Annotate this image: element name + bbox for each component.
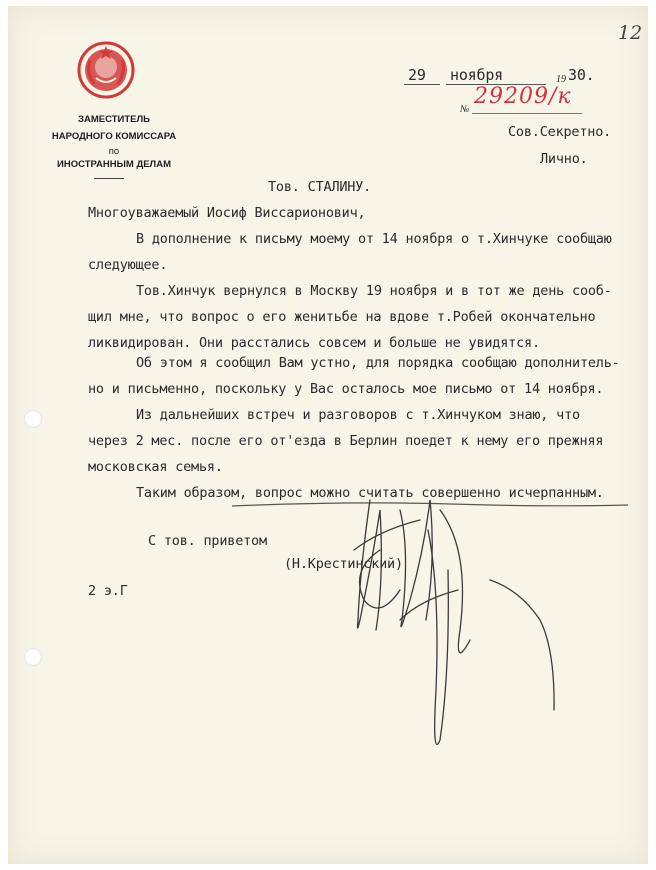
letterhead-line-3: по (108, 146, 120, 157)
addressee: Тов. СТАЛИНУ. (268, 179, 372, 195)
body-line-5: ликвидирован. Они расстались совсем и больше не увидятся. (88, 335, 540, 351)
signature-name: (Н.Крестинский) (284, 556, 403, 572)
letterhead-line-1: ЗАМЕСТИТЕЛЬ (78, 114, 150, 125)
classification-secret: Сов.Секретно. (508, 124, 612, 140)
body-line-4: щил мне, что вопрос о его женитьбе на вдове т.Робей окончательно (88, 309, 596, 325)
punch-hole-bottom (24, 648, 42, 666)
letterhead-line-2: НАРОДНОГО КОМИССАРА (51, 131, 177, 142)
body-line-7: но и письменно, поскольку у Вас осталось мое письмо от 14 ноября. (88, 381, 604, 397)
state-emblem-icon (76, 40, 136, 100)
body-line-1: В дополнение к письму моему от 14 ноября о т.Хинчуке сообщаю (136, 231, 612, 247)
body-line-9: через 2 мес. после его от'езда в Берлин поедет к нему его прежняя (88, 433, 604, 449)
copies-note: 2 э.Г (88, 583, 128, 599)
reg-number-underline (472, 113, 582, 114)
body-line-6: Об этом я сообщил Вам устно, для порядка сообщаю дополнитель- (136, 355, 620, 371)
date-day-underline (404, 84, 440, 85)
archive-page-number: 12 (618, 22, 643, 44)
salutation: Многоуважаемый Иосиф Виссарионович, (88, 205, 366, 221)
date-month: ноября (450, 66, 503, 84)
classification-personal: Лично. (540, 151, 588, 167)
letterhead-divider (94, 178, 124, 179)
handwritten-signature (340, 490, 580, 770)
date-year-prefix: 19 (556, 74, 566, 85)
date-year-suffix: 30. (568, 66, 595, 84)
closing: С тов. приветом (148, 533, 267, 549)
body-line-10: московская семья. (88, 459, 223, 475)
reg-number-prefix: № (460, 104, 470, 115)
body-line-3: Тов.Хинчук вернулся в Москву 19 ноября и в тот же день сооб- (136, 283, 612, 299)
body-line-8: Из дальнейших встреч и разговоров с т.Хинчуком знаю, что (136, 407, 580, 423)
body-line-11: Таким образом, вопрос можно считать совершенно исчерпанным. (136, 485, 604, 501)
letterhead-line-4: ИНОСТРАННЫМ ДЕЛАМ (57, 159, 171, 170)
punch-hole-top (24, 410, 42, 428)
reg-number-value: 29209/к (474, 84, 572, 109)
body-line-2: следующее. (88, 257, 168, 273)
date-day: 29 (408, 66, 426, 84)
